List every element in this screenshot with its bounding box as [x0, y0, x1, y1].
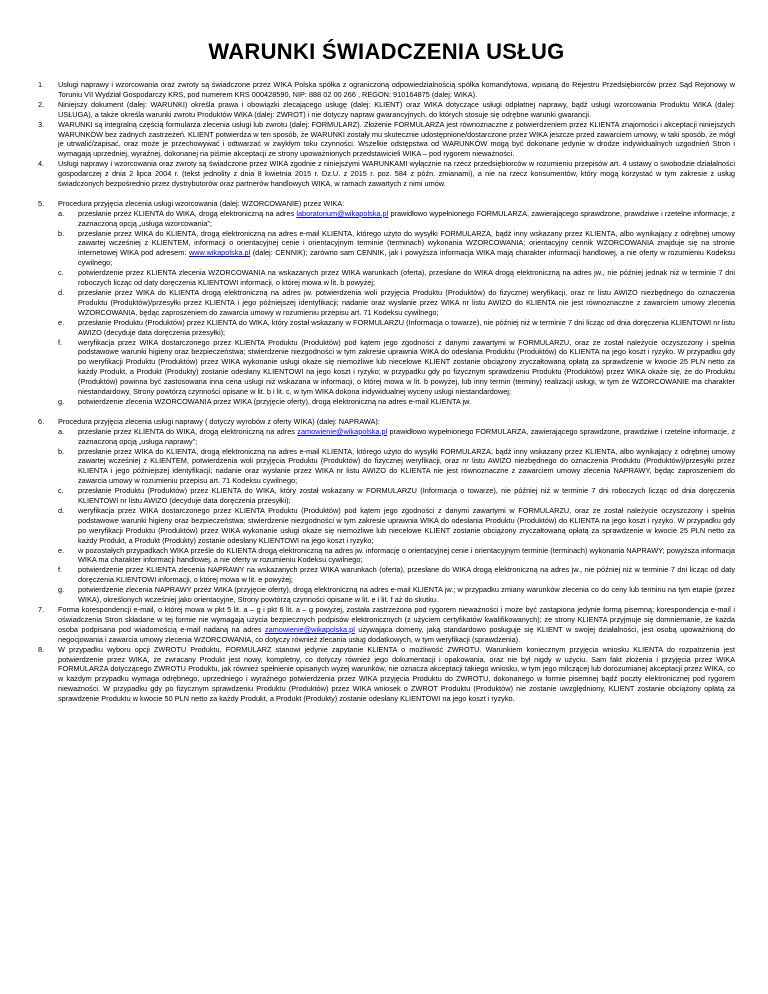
sub-letter: a. [58, 426, 65, 436]
email-link-zamowienie[interactable]: zamowienie@wikapolska.pl [264, 624, 355, 634]
term-6-e [58, 546, 735, 566]
sub-text: przesłanie przez WIKA do KLIENTA, drogą elektroniczną na adres e-mail KLIENTA, którego użyto do wysyłki FORMULARZA, bądź inny wskazany przez KLIENTA, albo wynikający z odrębnej umowy zawartej wcześniej z KLIENTEM, informacji o orientacyjnej cenie i orientacyjnym terminie (terminach) wykonania WZORCOWANIA; orientacyjny cennik WZORCOWANIA znajduje się na stronie internetowej WIKA pod adresem: [78, 228, 735, 258]
sub-text: przesłanie Produktu (Produktów) przez KLIENTA do WIKA, który został wskazany w FORMULARZU (Informacja o towarze), nie później niż w terminie 7 dni licząc od dnia doręczenia KLIENTOWI nr listu AWIZO (decyduje data doręczenia przesyłki); [78, 317, 735, 337]
sub-text: prawidłowo wypełnionego FORMULARZA, zawierającego sprawdzone, prawdziwe i rzetelne informacje, z zaznaczoną opcją „usługa wzorcowania”; [78, 208, 735, 228]
term-5-g [58, 397, 735, 407]
sub-letter: e. [58, 317, 65, 327]
sub-text: potwierdzenie przez KLIENTA zlecenia WZORCOWANIA na wskazanych przez WIKA warunkach (oferta), przesłane do WIKA drogą elektroniczną na adres jw., nie później jednak niż w terminie 7 dni roboczych licząc od daty doręczenia KLIENTOWI informacji, o której mowa w lit. b powyżej; [78, 268, 735, 288]
sub-letter: a. [58, 208, 65, 218]
term-8 [38, 645, 735, 704]
term-5-c [58, 268, 735, 288]
sub-text: przesłanie przez KLIENTA do WIKA, drogą elektroniczną na adres [78, 208, 297, 218]
term-text: Procedura przyjęcia zlecenia usługi wzorcowania (dalej: WZORCOWANIE) przez WIKA: [58, 198, 345, 208]
term-text: WARUNKI są integralną częścią formularza zlecenia usługi lub zwrotu (dalej: FORMULARZ). Złożenie FORMULARZA jest równoznaczne z potwierdzeniem przez KLIENTA znajomości i akceptacji niniejszych WARUNKÓW bez żadnych zastrzeżeń. KLIENT potwierdza w ten sposób, że WARUNKI zostały mu skutecznie udostępnione/dostarczone przez WIKA jeszcze przed zawarciem umowy, w taki sposób, że mógł je utrwalić/zapisać, oraz może je przechowywać i odtwarzać w zwykłym toku czynności. Wszelkie odstępstwa od WARUNKÓW mogą być dokonane jedynie w drodze indywidualnych uzgodnień Stron i wymagają uprzedniej, wyraźnej, dokonanej na piśmie akceptacji ze strony upoważnionych przedstawicieli WIKA – pod rygorem nieważności. [58, 119, 735, 159]
sub-letter: g. [58, 585, 65, 595]
term-5-d [58, 288, 735, 318]
term-text: Usługi naprawy i wzorcowania oraz zwroty są świadczone przez WIKA Polska spółka z ograniczoną odpowiedzialnością spółka komandytowa, wpisaną do Rejestru Przedsiębiorców przez Sąd Rejonowy w Toruniu VII Wydział Gospodarczy KRS, pod numerem KRS 000428590, NIP: 888 02 00 266 , REGON: 910164875 (dalej: WIKA). [58, 80, 735, 99]
term-5-a [58, 209, 735, 229]
term-6-f [58, 565, 735, 585]
term-2 [38, 100, 735, 120]
sub-letter: b. [58, 228, 65, 238]
term-number: 1. [38, 80, 45, 89]
term-6-a [58, 427, 735, 447]
sub-letter: f. [58, 565, 63, 575]
sub-text: potwierdzenie zlecenia WZORCOWANIA przez WIKA (przyjęcie oferty), drogą elektroniczną na adres e-mail KLIENTA jw. [78, 396, 472, 406]
term-5-f [58, 338, 735, 397]
sub-text: (dalej: CENNIK); zarówno sam CENNIK, jak i powyższa informacja WIKA mają charakter informacji handlowej, a nie oferty w rozumieniu Kodeksu cywilnego; [78, 248, 735, 268]
sub-text: w pozostałych przypadkach WIKA prześle do KLIENTA drogą elektroniczną na adres jw. informację o orientacyjnej cenie i orientacyjnym terminie (terminach) wykonania NAPRAWY; powyższa informacja WIKA ma charakter informacji handlowej, a nie oferty w rozumieniu Kodeksu cywilnego; [78, 545, 735, 565]
sub-letter: c. [58, 268, 64, 278]
sub-letter: f. [58, 337, 63, 347]
term-6-g [58, 585, 735, 605]
sub-text: przesłanie Produktu (Produktów) przez KLIENTA do WIKA, który został wskazany w FORMULARZU (Informacja o towarze), nie później niż w terminie 7 dni roboczych licząc od dnia doręczenia KLIENTOWI nr listu AWIZO (decyduje data doręczenia przesyłki); [78, 486, 735, 506]
term-6-d [58, 506, 735, 546]
sub-text: weryfikacja przez WIKA dostarczonego przez KLIENTA Produktu (Produktów) pod kątem jego zgodności z danymi zawartymi w FORMULARZU, oraz że został należycie oczyszczony i spełnia podstawowe warunki higieny oraz bezpieczeństwa; stwierdzenie niezgodności w tym zakresie uprawnia WIKA do odesłania Produktu (Produktów) do KLIENTA na jego koszt i ryzyko. W przypadku gdy po weryfikacji Produktu (Produktów) przez WIKA wykonanie usługi okaże się niemożliwe lub niecelowe KLIENT zostanie obciążony zryczałtowaną opłatą za sprawdzenie w kwocie 25 PLN netto za każdy Produkt, a Produkt (Produkty) zostanie odesłany KLIENTOWI na jego koszt i ryzyko; [78, 505, 735, 545]
terms-content [38, 80, 735, 704]
term-6-b [58, 447, 735, 487]
term-6 [38, 417, 735, 605]
term-3 [38, 120, 735, 160]
sub-letter: e. [58, 545, 65, 555]
email-link-laboratorium[interactable]: laboratorium@wikapolska.pl [296, 208, 389, 218]
document-title: WARUNKI ŚWIADCZENIA USŁUG [208, 39, 565, 64]
sub-letter: c. [58, 486, 64, 496]
term-text: Forma korespondencji e-mail, o której mowa w pkt 5 lit. a – g i pkt 6 lit. a – g powyżej, została zastrzeżona pod rygorem nieważności i może być zastąpiona jedynie formą pisemną; korespondencja e-mail i oświadczenia Stron składane w tej formie nie wymagają użycia bezpiecznych podpisów elektronicznych (z użyciem certyfikatów kwalifikowanych); ze strony KLIENTA przyjmuje się domniemanie, że każda osoba podpisana pod wiadomością e-mail nadaną na adres [58, 605, 735, 634]
term-text: używająca domeny, jaką standardowo posługuje się KLIENT w swojej działalności, jest osobą upoważnioną do negocjowania i zawarcia umowy zlecenia WZORCOWANIA, co dotyczy również zlecania usług dodatkowych, w tym weryfikacji (sprawdzenia). [58, 624, 735, 644]
sub-text: potwierdzenie przez KLIENTA zlecenia NAPRAWY na wskazanych przez WIKA warunkach (oferta), przesłane do WIKA drogą elektroniczną na adres jw., nie później niż w terminie 7 dni licząc od daty doręczenia KLIENTOWI informacji, o której mowa w lit. e powyżej; [78, 565, 735, 585]
sub-text: przesłanie przez WIKA do KLIENTA, drogą elektroniczną na adres e-mail KLIENTA, którego użyto do wysyłki FORMULARZA, bądź inny wskazany przez KLIENTA, albo wynikający z odrębnej umowy zawartej wcześniej z KLIENTEM, potwierdzenia woli przyjęcia Produktu (Produktów) do fizycznej weryfikacji, oraz nr listu AWIZO niezbędnego do oznaczenia Produktu (Produktów)/przesyłki przez KLIENTA i jego późniejszej identyfikacji; nadanie oraz wysłanie przez WIKA nr listu AWIZO do KLIENTA nie jest równoznaczne z zawarciem umowy zlecenia NAPRAWY, będąc zaproszeniem do zawarcia umowy w rozumieniu przepisu art. 71 Kodeksu cywilnego; [78, 446, 735, 486]
terms-list [38, 80, 735, 704]
term-1 [38, 80, 735, 100]
website-link[interactable]: www.wikapolska.pl [188, 248, 251, 258]
term-number: 6. [38, 416, 45, 426]
term-number: 4. [38, 159, 45, 169]
term-number: 5. [38, 198, 45, 208]
term-7 [38, 605, 735, 645]
sub-letter: b. [58, 446, 65, 456]
term-5-sublist [58, 209, 735, 407]
term-text: Usługi naprawy i wzorcowania oraz zwroty są świadczone przez WIKA zgodnie z niniejszymi WARUNKAMI wyłącznie na rzecz przedsiębiorców w rozumieniu przepisów art. 4 ustawy o swobodzie działalności gospodarczej z dnia 2 lipca 2004 r. (tekst jednolity z dnia 8 kwietnia 2015 r. Dz.U. z 2015 r. poz. 584 z późn. zmianami), a nie na rzecz konsumentów, który mogą korzystać w tym zakresie z usług świadczonych bezpośrednio przez dystrybutorów oraz partnerów handlowych WIKA, w ramach zawartych z nimi umów. [58, 159, 735, 189]
term-5-b [58, 229, 735, 269]
term-number: 8. [38, 644, 45, 654]
term-5-e [58, 318, 735, 338]
sub-letter: d. [58, 288, 65, 298]
term-4 [38, 159, 735, 189]
term-number: 2. [38, 99, 45, 109]
sub-text: przesłanie przez WIKA do KLIENTA drogą elektroniczną na adres jw. potwierdzenia woli przyjęcia Produktu (Produktów) do fizycznej weryfikacji, oraz nr listu AWIZO niezbędnego do oznaczenia Produktu (Produktów)/przesyłki przez KLIENTA i jego późniejszej identyfikacji; nadanie oraz wysłanie przez WIKA nr listu AWIZO do KLIENTA nie jest równoznaczne z zawarciem umowy zlecenia WZORCOWANIA, będąc zaproszeniem do zawarcia umowy w rozumieniu przepisu art. 71 Kodeksu cywilnego; [78, 288, 735, 317]
sub-text: potwierdzenie zlecenia NAPRAWY przez WIKA (przyjęcie oferty), drogą elektroniczną na adres e-mail KLIENTA jw.; w przypadku zmiany warunków zlecenia co do ceny lub terminu na tym etapie (przez WIKA), określonych wcześniej jako orientacyjne, Strony powtórzą czynności opisane w lit. e i lit. f aż do skutku. [78, 585, 735, 605]
term-5 [38, 199, 735, 407]
term-text: Procedura przyjęcia zlecenia usługi naprawy ( dotyczy wyrobów z oferty WIKA) (dalej: NAPRAWA): [58, 416, 380, 426]
term-text: Niniejszy dokument (dalej: WARUNKI) określa prawa i obowiązki zlecającego usługę (dalej: KLIENT) oraz WIKA dotyczące usługi odpłatnej naprawy, bądź usługi wzorcowania Produktu WIKA (dalej: USŁUGA), a także określa warunki zwrotu Produktów WIKA (dalej: ZWROT) i nie dotyczy napraw gwarancyjnych, do których stosuje się odrębne warunki gwarancji. [58, 99, 735, 119]
sub-letter: g. [58, 396, 65, 406]
term-6-c [58, 486, 735, 506]
sub-text: prawidłowo wypełnionego FORMULARZA, zawierającego sprawdzone, prawdziwe i rzetelne informacje, z zaznaczoną opcją „usługa naprawy”; [78, 426, 735, 446]
term-number: 7. [38, 605, 45, 614]
sub-text: przesłanie przez KLIENTA do WIKA, drogą elektroniczną na adres [78, 426, 298, 436]
term-number: 3. [38, 119, 45, 129]
term-6-sublist [58, 427, 735, 605]
email-link-zamowienie[interactable]: zamowienie@wikapolska.pl [297, 426, 388, 436]
sub-letter: d. [58, 505, 65, 515]
sub-text: weryfikacja przez WIKA dostarczonego przez KLIENTA Produktu (Produktów) pod kątem jego zgodności z danymi zawartymi w FORMULARZU, oraz że został należycie oczyszczony i spełnia podstawowe warunki higieny oraz bezpieczeństwa; stwierdzenie niezgodności w tym zakresie uprawnia WIKA do odesłania Produktu (Produktów) do KLIENTA na jego koszt i ryzyko. W przypadku gdy po weryfikacji Produktu (Produktów) przez WIKA wykonanie usługi okaże się niemożliwe lub niecelowe KLIENT zostanie obciążony zryczałtowaną opłatą za sprawdzenie w kwocie 25 PLN netto za każdy Produkt, a Produkt (Produkty) zostanie odesłany KLIENTOWI na jego koszt i ryzyko; w przypadku gdy po fizycznym sprawdzeniu Produktu (Produktów) przez WIKA okaże się, że do Produktu (Produktów) powinna być zastosowana inna cena usługi niż wskazana w informacji, o której mowa w lit. b powyżej, lub inny termin (terminy) realizacji usługi, w tym że WZORCOWANIE ma charakter niestandardowy, Strony powtórzą czynności opisane w lit. b i lit. c, w tym WIKA dokona indywidualnej wyceny usługi niestandardowej; [78, 337, 735, 397]
term-text: W przypadku wyboru opcji ZWROTU Produktu, FORMULARZ stanowi jedynie zapytanie KLIENTA o możliwość ZWROTU. Warunkiem koniecznym przyjęcia wniosku KLIENTA do rozpatrzenia jest potwierdzenie przez WIKA, że zwracany Produkt jest nowy, kompletny, co dotyczy również jego dokumentacji i opakowania, oraz nie był nigdy w użyciu. Sam fakt złożenia i przyjęcia przez WIKA FORMULARZA dotyczącego ZWROTU Produktu, jak również spełnienie opisanych wyżej warunków, nie oznacza akceptacji takiego wniosku, w tym jego milczącej lub dorozumianej akceptacji przez WIKA, co w każdym przypadku wymaga odrębnego, uprzedniego i wyraźnego potwierdzenia przez WIKA przyjęcia Produktu do ZWROTU, dokonanego w formie pisemnej bądź poczty elektronicznej pod rygorem nieważności. W przypadku gdy po fizycznym sprawdzeniu Produktu (Produktów) przez WIKA wniosek o ZWROT Produktu (Produktów) nie zostanie uwzględniony, KLIENT zostanie obciążony opłatą za sprawdzenie Produktu w kwocie 50 PLN netto za każdy Produkt, a Produkt (Produkty) zostanie odesłany KLIENTOWI na jego koszt i ryzyko. [58, 644, 735, 704]
